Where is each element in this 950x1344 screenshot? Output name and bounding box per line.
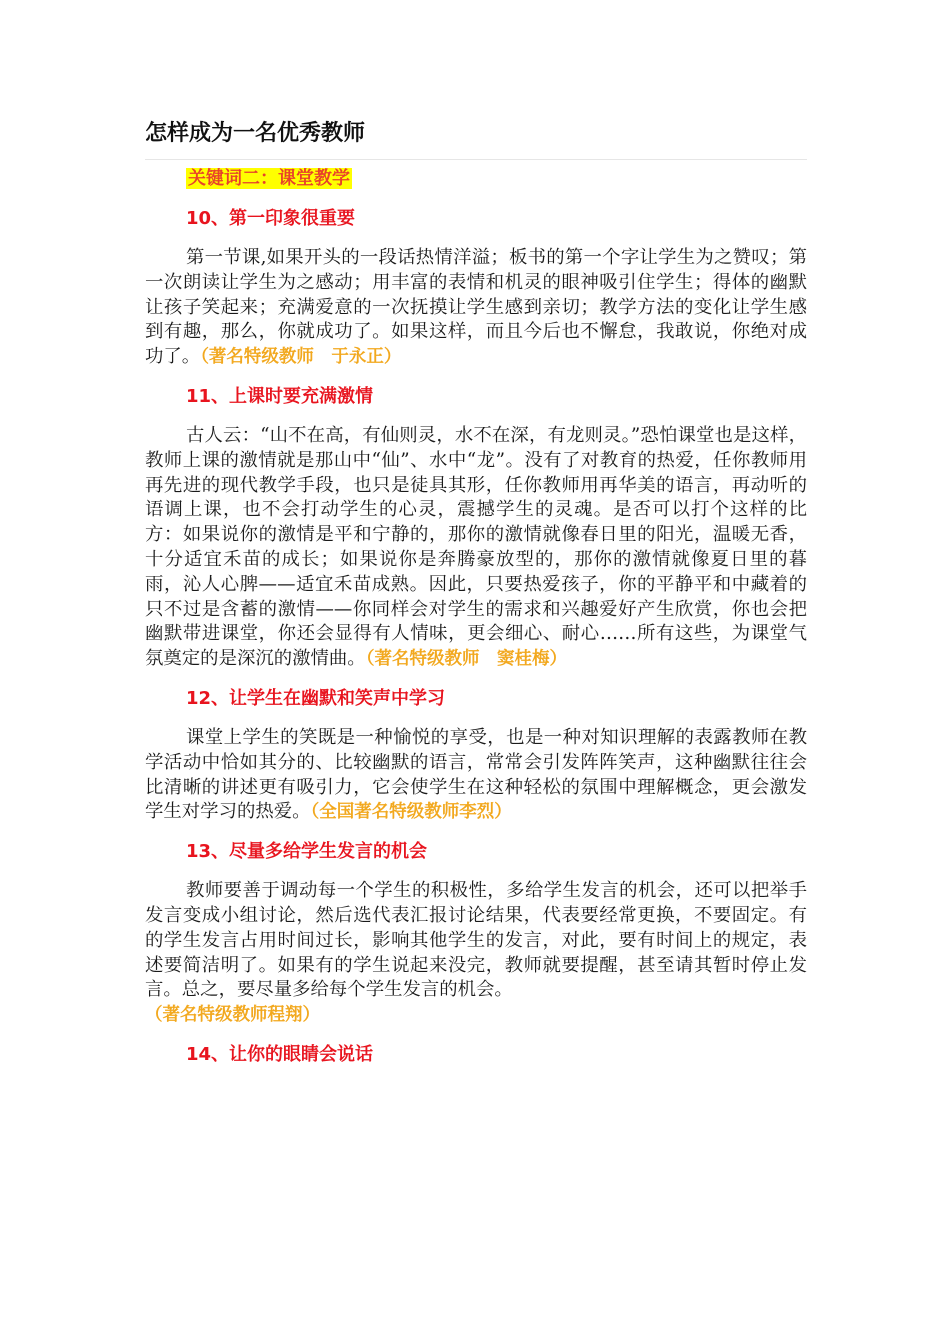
section-heading-12: 12、让学生在幽默和笑声中学习 (186, 687, 446, 709)
section-paragraph-12 (145, 726, 807, 825)
document-title: 怎样成为一名优秀教师 (145, 118, 807, 160)
section-paragraph-10 (145, 246, 807, 370)
attribution: （著名特级教师 窦桂梅） (365, 649, 567, 670)
section-heading-10: 10、第一印象很重要 (186, 208, 356, 229)
attribution: （全国著名特级教师李烈） (310, 802, 512, 823)
paragraph-text: 第一节课,如果开头的一段话热情洋溢；板书的第一个字让学生为之赞叹；第一次朗读让学生为之感动；用丰富的表情和机灵的眼神吸引住学生；得体的幽默让孩子笑起来；充满爱意的一次抚摸让学生感到亲切；教学方法的变化让学生感到有趣，那么，你就成功了。如果这样，而且今后也不懈怠，我敢说，你绝对成功了。 (145, 247, 807, 368)
paragraph-text: 古人云：“山不在高，有仙则灵，水不在深，有龙则灵。”恐怕课堂也是这样，教师上课的激情就是那山中“仙”、水中“龙”。没有了对教育的热爱，任你教师用再先进的现代教学手段，也只是徒具其形，任你教师用再华美的语言，再动听的语调上课，也不会打动学生的心灵，震撼学生的灵魂。是否可以打个这样的比方：如果说你的激情是平和宁静的，那你的激情就像春日里的阳光，温暖无香，十分适宜禾苗的成长；如果说你是奔腾豪放型的，那你的激情就像夏日里的暮雨，沁人心脾——适宜禾苗成熟。因此，只要热爱孩子，你的平静平和中藏着的只不过是含蓄的激情——你同样会对学生的需求和兴趣爱好产生欣赏，你也会把幽默带进课堂，你还会显得有人情味，更会细心、耐心……所有这些，为课堂气氛奠定的是深沉的激情曲。 (145, 424, 807, 670)
section-heading-14: 14、让你的眼睛会说话 (186, 1043, 374, 1065)
section-paragraph-13 (145, 879, 807, 1028)
section-heading-11: 11、上课时要充满激情 (186, 385, 374, 407)
keyword-highlight: 关键词二：课堂教学 (188, 168, 350, 189)
document-page (145, 118, 807, 1068)
keyword-heading (186, 166, 807, 192)
attribution: （著名特级教师程翔） (145, 1005, 320, 1026)
section-paragraph-11 (145, 424, 807, 672)
paragraph-text: 课堂上学生的笑既是一种愉悦的享受，也是一种对知识理解的表露教师在教学活动中恰如其分的、比较幽默的语言，常常会引发阵阵笑声，这种幽默往往会比清晰的讲述更有吸引力，它会使学生在这种轻松的氛围中理解概念，更会激发学生对学习的热爱。 (145, 726, 807, 823)
attribution: （著名特级教师 于永正） (200, 347, 402, 368)
paragraph-text: 教师要善于调动每一个学生的积极性，多给学生发言的机会，还可以把举手发言变成小组讨论，然后选代表汇报讨论结果，代表要经常更换，不要固定。有的学生发言占用时间过长，影响其他学生的发言，对此，要有时间上的规定，表述要简洁明了。如果有的学生说起来没完，教师就要提醒，甚至请其暂时停止发言。总之，要尽量多给每个学生发言的机会。 (145, 880, 807, 1001)
section-heading-13: 13、尽量多给学生发言的机会 (186, 841, 428, 863)
